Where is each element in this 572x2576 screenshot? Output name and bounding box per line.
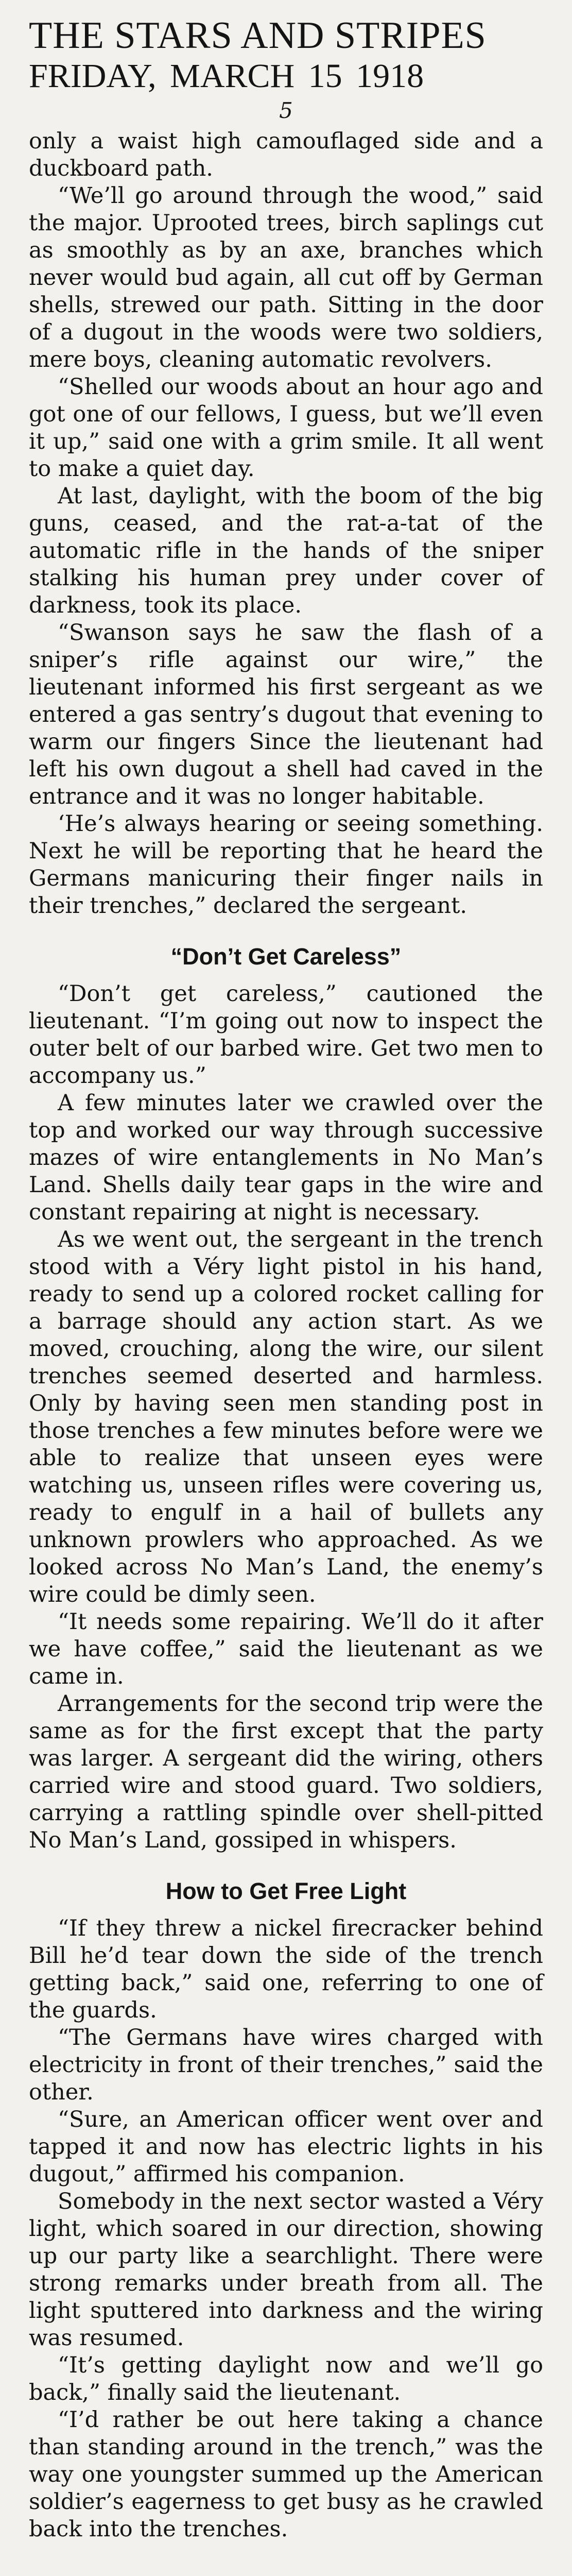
article-paragraph: ‘He’s always hearing or seeing something. Next he will be reporting that he heard the Germans manicuring their finger nails in their trenches,” declared the sergeant.	[29, 811, 543, 919]
article-paragraph: “It needs some repairing. We’ll do it after we have coffee,” said the lieutenant as we came in.	[29, 1609, 543, 1689]
article-paragraph: As we went out, the sergeant in the trench stood with a Véry light pistol in his hand, ready to send up a colored rocket calling for a barrage should any action start. As we moved, crouching, along the wire, our silent trenches seemed deserted and harmless. Only by having seen men standing post in those trenches a few minutes before were we able to realize that unseen eyes were watching us, unseen rifles were covering us, ready to engulf in a hail of bullets any unknown prowlers who approached. As we looked across No Man’s Land, the enemy’s wire could be dimly seen.	[29, 1227, 543, 1607]
article-paragraph: “I’d rather be out here taking a chance than standing around in the trench,” was the way one youngster summed up the American soldier’s eagerness to get busy as he crawled back into the trenches.	[29, 2407, 543, 2542]
article-paragraph: “The Germans have wires charged with electricity in front of their trenches,” said the other.	[29, 2025, 543, 2105]
article-paragraph: only a waist high camouflaged side and a duckboard path.	[29, 128, 543, 181]
newspaper-title: THE STARS AND STRIPES	[29, 14, 487, 57]
article-paragraph: Somebody in the next sector wasted a Véry light, which soared in our direction, showing up our party like a searchlight. There were strong remarks under breath from all. The light sputtered into darkness and the wiring was resumed.	[29, 2189, 543, 2351]
article-body	[29, 128, 543, 2543]
article-paragraph: Arrangements for the second trip were the same as for the first except that the party was larger. A sergeant did the wiring, others carried wire and stood guard. Two soldiers, carrying a rattling spindle over shell-pitted No Man’s Land, gossiped in whispers.	[29, 1691, 543, 1853]
dateline: FRIDAY, MARCH 15 1918	[29, 57, 424, 95]
article-paragraph: “Don’t get careless,” cautioned the lieutenant. “I’m going out now to inspect the outer belt of our barbed wire. Get two men to accompany us.”	[29, 981, 543, 1089]
masthead	[29, 14, 543, 125]
article-paragraph: “We’ll go around through the wood,” said the major. Uprooted trees, birch saplings cut as smoothly as by an axe, branches which never would bud again, all cut off by German shells, strewed our path. Sitting in the door of a dugout in the woods were two soldiers, mere boys, cleaning automatic revolvers.	[29, 183, 543, 372]
article-paragraph: “If they threw a nickel firecracker behind Bill he’d tear down the side of the trench getting back,” said one, referring to one of the guards.	[29, 1916, 543, 2023]
article-paragraph: “Swanson says he saw the flash of a sniper’s rifle against our wire,” the lieutenant informed his first sergeant as we entered a gas sentry’s dugout that evening to warm our fingers Since the lieutenant had left his own dugout a shell had caved in the entrance and it was no longer habitable.	[29, 620, 543, 809]
article-paragraph: “It’s getting daylight now and we’ll go back,” finally said the lieutenant.	[29, 2352, 543, 2405]
page-number: 5	[279, 98, 293, 123]
section-subhead: How to Get Free Light	[165, 1878, 407, 1904]
article-paragraph: “Sure, an American officer went over and tapped it and now has electric lights in his dugout,” affirmed his companion.	[29, 2107, 543, 2187]
article-paragraph: A few minutes later we crawled over the top and worked our way through successive mazes of wire entanglements in No Man’s Land. Shells daily tear gaps in the wire and constant repairing at night is necessary.	[29, 1090, 543, 1225]
article-paragraph: At last, daylight, with the boom of the big guns, ceased, and the rat-a-tat of the automatic rifle in the hands of the sniper stalking his human prey under cover of darkness, took its place.	[29, 483, 543, 618]
section-subhead: “Don’t Get Careless”	[170, 943, 402, 970]
article-paragraph: “Shelled our woods about an hour ago and got one of our fellows, I guess, but we’ll even it up,” said one with a grim smile. It all went to make a quiet day.	[29, 374, 543, 482]
